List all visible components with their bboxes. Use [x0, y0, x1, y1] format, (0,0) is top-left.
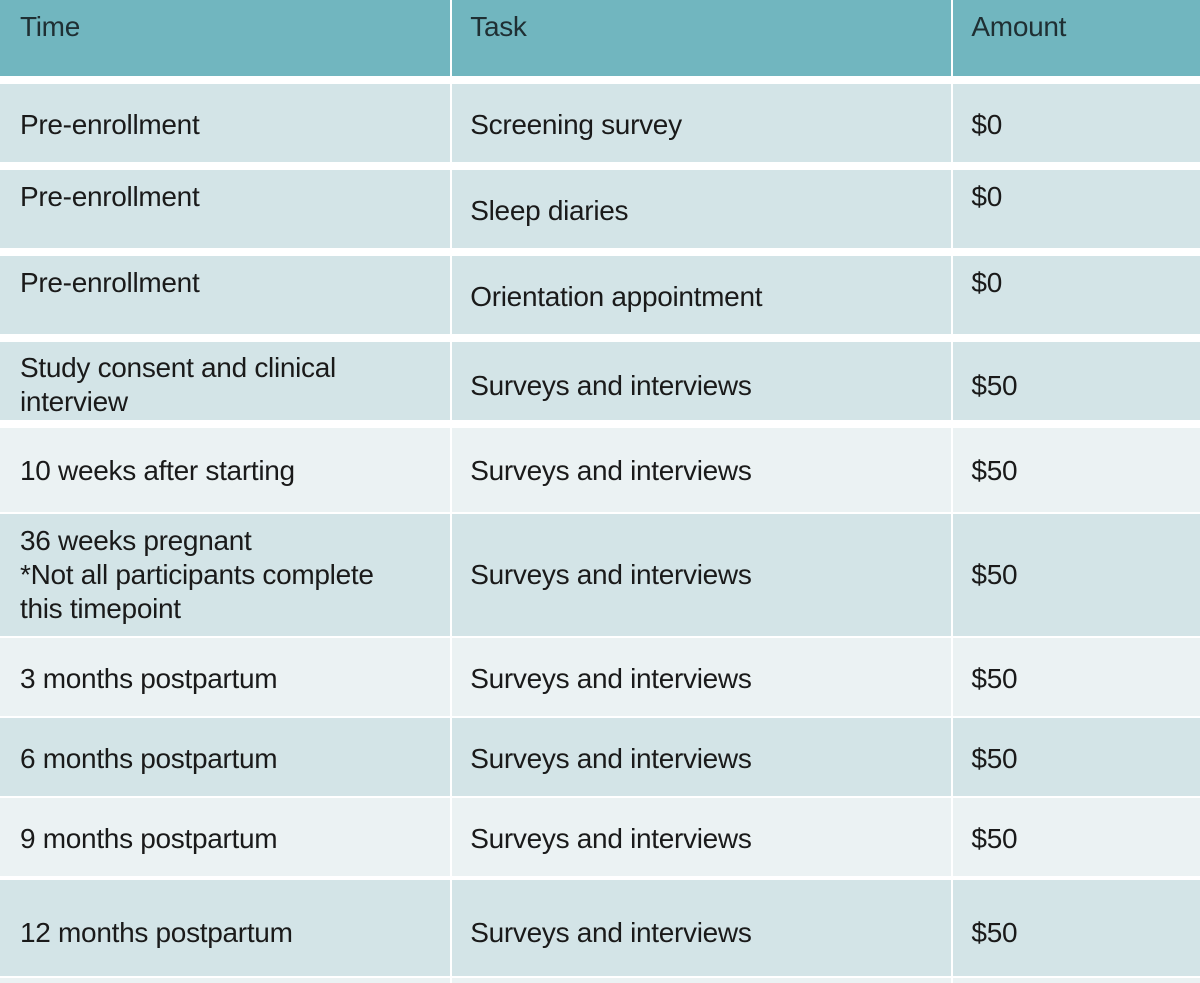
cell-amount: [953, 638, 1200, 716]
cell-time: [0, 256, 450, 334]
table-row: [0, 342, 1200, 420]
cell-task-text: Surveys and interviews: [470, 743, 752, 774]
cell-time: [0, 84, 450, 162]
cell-task-text: Sleep diaries: [470, 195, 629, 226]
cell-task: [452, 428, 951, 512]
table-row: [0, 170, 1200, 248]
cell-task: [452, 342, 951, 420]
cell-task: [452, 978, 951, 983]
cell-time: [0, 978, 450, 983]
table-row: [0, 978, 1200, 983]
cell-time-line: 36 weeks pregnant: [20, 525, 252, 556]
cell-task: [452, 84, 951, 162]
cell-task-text: Surveys and interviews: [470, 455, 752, 486]
cell-amount-text: $0: [971, 267, 1002, 298]
table-row: [0, 798, 1200, 876]
header-amount-label: Amount: [971, 11, 1067, 42]
cell-time: [0, 638, 450, 716]
cell-time-text: 3 months postpartum: [20, 663, 278, 694]
cell-amount-text: $0: [971, 181, 1002, 212]
cell-time-text: 10 weeks after starting: [20, 455, 295, 486]
cell-time: [0, 798, 450, 876]
cell-task: [452, 880, 951, 976]
table-row: [0, 84, 1200, 162]
cell-time-text: Pre-enrollment: [20, 267, 200, 298]
cell-time-line: interview: [20, 386, 128, 417]
table-header: [0, 0, 1200, 76]
table-row: [0, 514, 1200, 636]
cell-task-text: Surveys and interviews: [470, 370, 752, 401]
cell-task-text: Surveys and interviews: [470, 663, 752, 694]
cell-amount-text: $0: [971, 109, 1002, 140]
cell-time: [0, 170, 450, 248]
cell-task-text: Surveys and interviews: [470, 559, 752, 590]
cell-amount-text: $50: [971, 663, 1018, 694]
header-task-label: Task: [470, 11, 527, 42]
table-row: [0, 880, 1200, 976]
cell-amount: [953, 798, 1200, 876]
cell-task: [452, 256, 951, 334]
cell-amount-text: $50: [971, 823, 1018, 854]
header-amount: [953, 0, 1200, 76]
cell-task-text: Screening survey: [470, 109, 682, 140]
cell-time-line: Study consent and clinical: [20, 352, 336, 383]
header-time-label: Time: [20, 11, 80, 42]
cell-amount: [953, 256, 1200, 334]
cell-amount: [953, 978, 1200, 983]
cell-amount-text: $50: [971, 743, 1018, 774]
cell-amount: [953, 880, 1200, 976]
cell-time-text: Pre-enrollment: [20, 109, 200, 140]
cell-task: [452, 170, 951, 248]
cell-task-text: Orientation appointment: [470, 281, 763, 312]
cell-time-text: 9 months postpartum: [20, 823, 278, 854]
cell-time: [0, 718, 450, 796]
cell-task: [452, 718, 951, 796]
cell-amount: [953, 428, 1200, 512]
cell-amount-text: $50: [971, 917, 1018, 948]
cell-amount: [953, 718, 1200, 796]
cell-time: [0, 342, 450, 420]
cell-amount-text: $50: [971, 559, 1018, 590]
cell-time-text: Pre-enrollment: [20, 181, 200, 212]
cell-amount: [953, 342, 1200, 420]
table-row: [0, 428, 1200, 512]
cell-amount: [953, 170, 1200, 248]
cell-amount-text: $50: [971, 455, 1018, 486]
header-task: [452, 0, 951, 76]
cell-time: [0, 428, 450, 512]
table-row: [0, 638, 1200, 716]
cell-time-text: 6 months postpartum: [20, 743, 278, 774]
cell-amount-text: $50: [971, 370, 1018, 401]
cell-task: [452, 798, 951, 876]
table-row: [0, 256, 1200, 334]
cell-task-text: Surveys and interviews: [470, 917, 752, 948]
table-row: [0, 718, 1200, 796]
cell-amount: [953, 84, 1200, 162]
cell-amount: [953, 514, 1200, 636]
cell-time-line: this timepoint: [20, 593, 181, 624]
cell-task: [452, 514, 951, 636]
cell-time: [0, 880, 450, 976]
cell-time-line: *Not all participants complete: [20, 559, 374, 590]
cell-time-text: 12 months postpartum: [20, 917, 293, 948]
cell-task: [452, 638, 951, 716]
cell-task-text: Surveys and interviews: [470, 823, 752, 854]
header-time: [0, 0, 450, 76]
cell-time: [0, 514, 450, 636]
